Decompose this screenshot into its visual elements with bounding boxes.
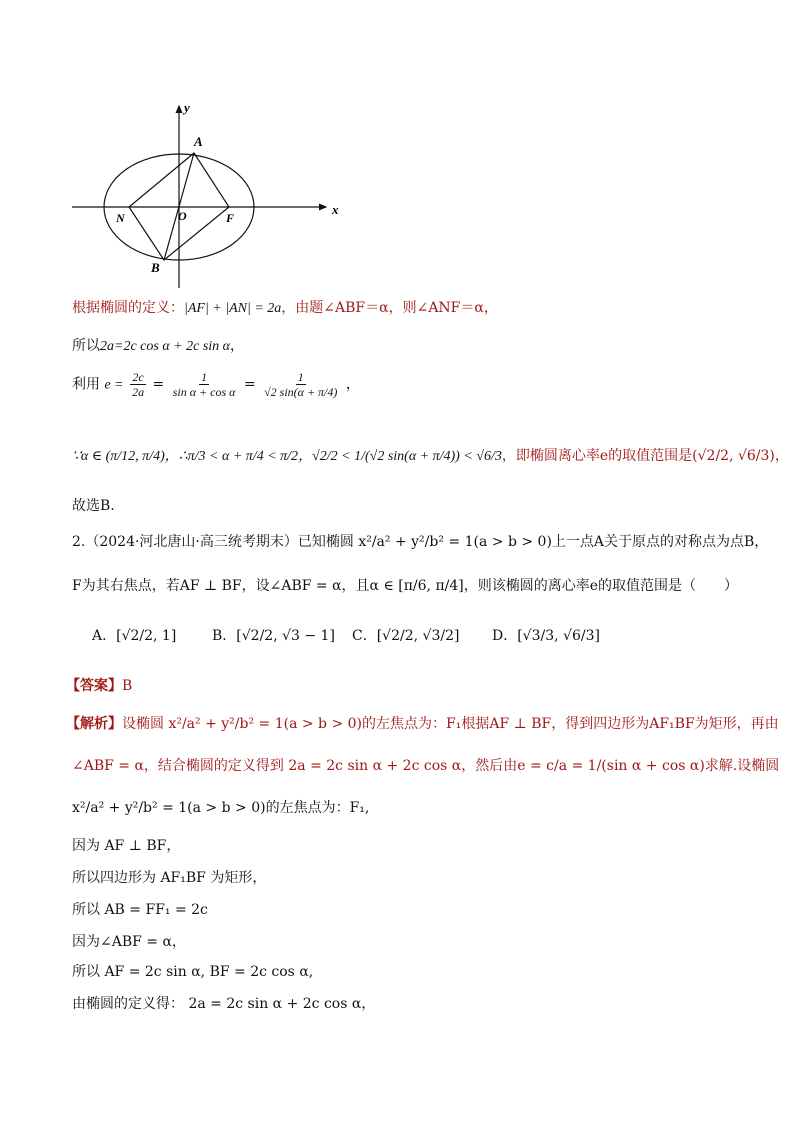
sol1-l4-c: ，√2/2 < 1/(√2 sin(α + π/4)) < √6/3 xyxy=(298,449,502,464)
option-c[interactable]: C．[√2/2, √3/2] xyxy=(352,628,460,644)
sol1-l2-pre: 所以 xyxy=(72,338,100,354)
answer-tag: 【答案】 xyxy=(66,678,122,694)
label-O: O xyxy=(178,209,187,223)
sol1-l1-mid: ，由题∠ABF＝α，则∠ANF＝α， xyxy=(281,300,498,316)
answer-value: B xyxy=(122,678,133,694)
label-x: x xyxy=(332,202,339,217)
sol1-l3-post: ， xyxy=(345,376,360,393)
sol1-l2-math: 2a=2c cos α + 2c sin α xyxy=(100,339,231,354)
ellipse-figure xyxy=(60,96,360,296)
option-a[interactable]: A．[√2/2, 1] xyxy=(92,628,177,644)
analysis-line9: 由椭圆的定义得： 2a = 2c sin α + 2c cos α， xyxy=(72,996,376,1012)
sol1-l4-a: ∵α ∈ (π/12, π/4) xyxy=(72,449,165,464)
analysis-line8: 所以 AF = 2c sin α, BF = 2c cos α, xyxy=(72,964,314,980)
sol1-line4 xyxy=(72,446,789,467)
q2-line2: F为其右焦点，若AF ⊥ BF，设∠ABF = α，且α ∈ [π/6, π/4]，则该椭圆的离心率e的取值范围是（ ） xyxy=(72,578,739,594)
label-B: B xyxy=(151,260,160,275)
analysis-line2: ∠ABF = α，结合椭圆的定义得到 2a = 2c sin α + 2c cos α，然后由e = c/a = 1/(sin α + cos α)求解.设椭圆 xyxy=(72,758,780,774)
option-b[interactable]: B．[√2/2, √3 − 1] xyxy=(212,628,335,644)
label-F: F xyxy=(226,211,235,225)
sol1-l4-b: ，∴π/3 < α + π/4 < π/2 xyxy=(164,449,299,464)
sol1-line5: 故选B. xyxy=(72,498,115,514)
sol1-line1 xyxy=(72,298,498,319)
sol1-l1-math: |AF| + |AN| = 2a xyxy=(184,301,282,316)
label-y: y xyxy=(184,100,190,115)
sol1-l3-e: e = xyxy=(104,377,124,393)
label-N: N xyxy=(116,211,125,225)
option-d[interactable]: D．[√3/3, √6/3] xyxy=(492,628,600,644)
q2-options xyxy=(92,626,612,646)
sol1-l1-pre: 根据椭圆的定义： xyxy=(72,300,184,316)
sol1-l2-post: ， xyxy=(230,338,245,354)
fraction-1-sqrt2-sin: $\frac{1}{√2 \sin(\alpha + \pi/4)}$ xyxy=(264,370,338,399)
answer-line xyxy=(66,676,132,696)
analysis-line7: 因为∠ABF = α， xyxy=(72,934,186,950)
analysis-line5: 所以四边形为 AF₁BF 为矩形， xyxy=(72,870,267,886)
q2-line1: 2.（2024·河北唐山·高三统考期末）已知椭圆 x²/a² + y²/b² = 1(a > b > 0)上一点A关于原点的对称点为点B， xyxy=(72,534,769,550)
fraction-1-sin-cos: $\frac{1}{\text{sin α + cos α}}$ xyxy=(172,370,236,399)
analysis-tag: 【解析】 xyxy=(66,716,122,732)
analysis-line4: 因为 AF ⊥ BF， xyxy=(72,838,181,854)
sol1-l3-pre: 利用 xyxy=(72,376,100,393)
sol1-line2 xyxy=(72,336,244,357)
analysis-line1 xyxy=(66,714,779,734)
analysis-l1: 设椭圆 x²/a² + y²/b² = 1(a > b > 0)的左焦点为：F₁根据AF ⊥ BF，得到四边形为AF₁BF为矩形，再由 xyxy=(122,716,779,732)
fraction-2c-2a: $\frac{2c}{2a}$ xyxy=(132,370,145,399)
analysis-line6: 所以 AB = FF₁ = 2c xyxy=(72,902,208,918)
sol1-l4-d: ，即椭圆离心率e的取值范围是(√2/2, √6/3)， xyxy=(501,448,789,464)
sol1-line3: 利用 e = $\frac{2c}{2a}$ = $\frac{1}{\text{sin α + cos α}}$ = $\frac{1}{√2 \sin(\alpha + \pi/4)}$ ， xyxy=(72,370,360,399)
label-A: A xyxy=(194,134,203,149)
analysis-line3: x²/a² + y²/b² = 1(a > b > 0)的左焦点为：F₁, xyxy=(72,800,370,816)
